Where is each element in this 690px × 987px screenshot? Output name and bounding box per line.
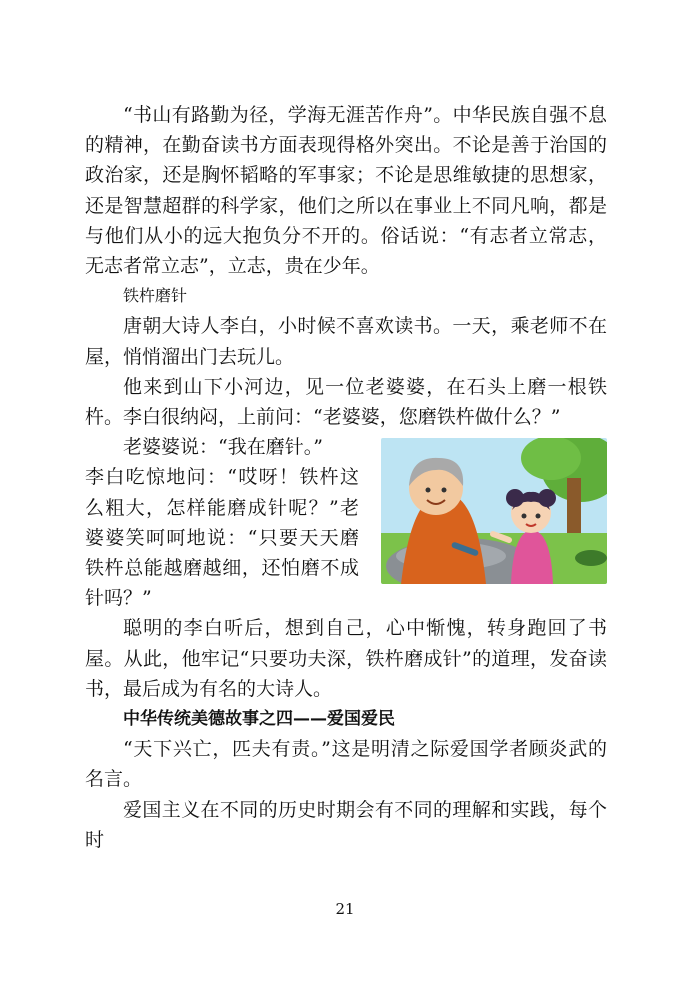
illustration-grandma-and-libai: [381, 438, 607, 584]
story-illustration: [381, 438, 607, 584]
paragraph-libai-1: 唐朝大诗人李白，小时候不喜欢读书。一天，乘老师不在屋，悄悄溜出门去玩儿。: [85, 315, 607, 368]
paragraph-libai-2: 他来到山下小河边，见一位老婆婆，在石头上磨一根铁杵。李白很纳闷，上前问：“老婆婆，您磨铁杵做什么？”: [85, 375, 607, 429]
paragraph-intro: “书山有路勤为径，学海无涯苦作舟”。中华民族自强不息的精神，在勤奋读书方面表现得格外突出。不论是善于治国的政治家，还是胸怀韬略的军事家；不论是思维敏捷的思想家，还是智慧超群的科学家，他们之所以在事业上不同凡响，都是与他们从小的远大抱负分不开的。俗话说：“有志者立常志，无志者常立志”，立志，贵在少年。: [85, 104, 607, 278]
paragraph-patriotism: 爱国主义在不同的历史时期会有不同的理解和实践，每个时: [85, 798, 607, 851]
story-title-tiechu: 铁杵磨针: [123, 286, 188, 306]
paragraph-gu-yanwu: “天下兴亡，匹夫有责。”这是明清之际爱国学者顾炎武的名言。: [85, 738, 607, 791]
paragraph-grandma-says: 老婆婆说：“我在磨针。”: [123, 436, 323, 459]
paragraph-conclusion: 聪明的李白听后，想到自己，心中惭愧，转身跑回了书屋。从此，他牢记“只要功夫深，铁杵磨成针”的道理，发奋读书，最后成为有名的大诗人。: [85, 617, 607, 700]
page-number: 21: [335, 900, 355, 918]
paragraph-dialogue: 李白吃惊地问：“哎呀！铁杵这么粗大，怎样能磨成针呢？”老婆婆笑呵呵地说：“只要天天磨铁杵总能越磨越细，还怕磨不成针吗？”: [85, 466, 359, 610]
story-title-patriotism: 中华传统美德故事之四——爱国爱民: [123, 709, 395, 730]
page-body: [85, 100, 607, 855]
